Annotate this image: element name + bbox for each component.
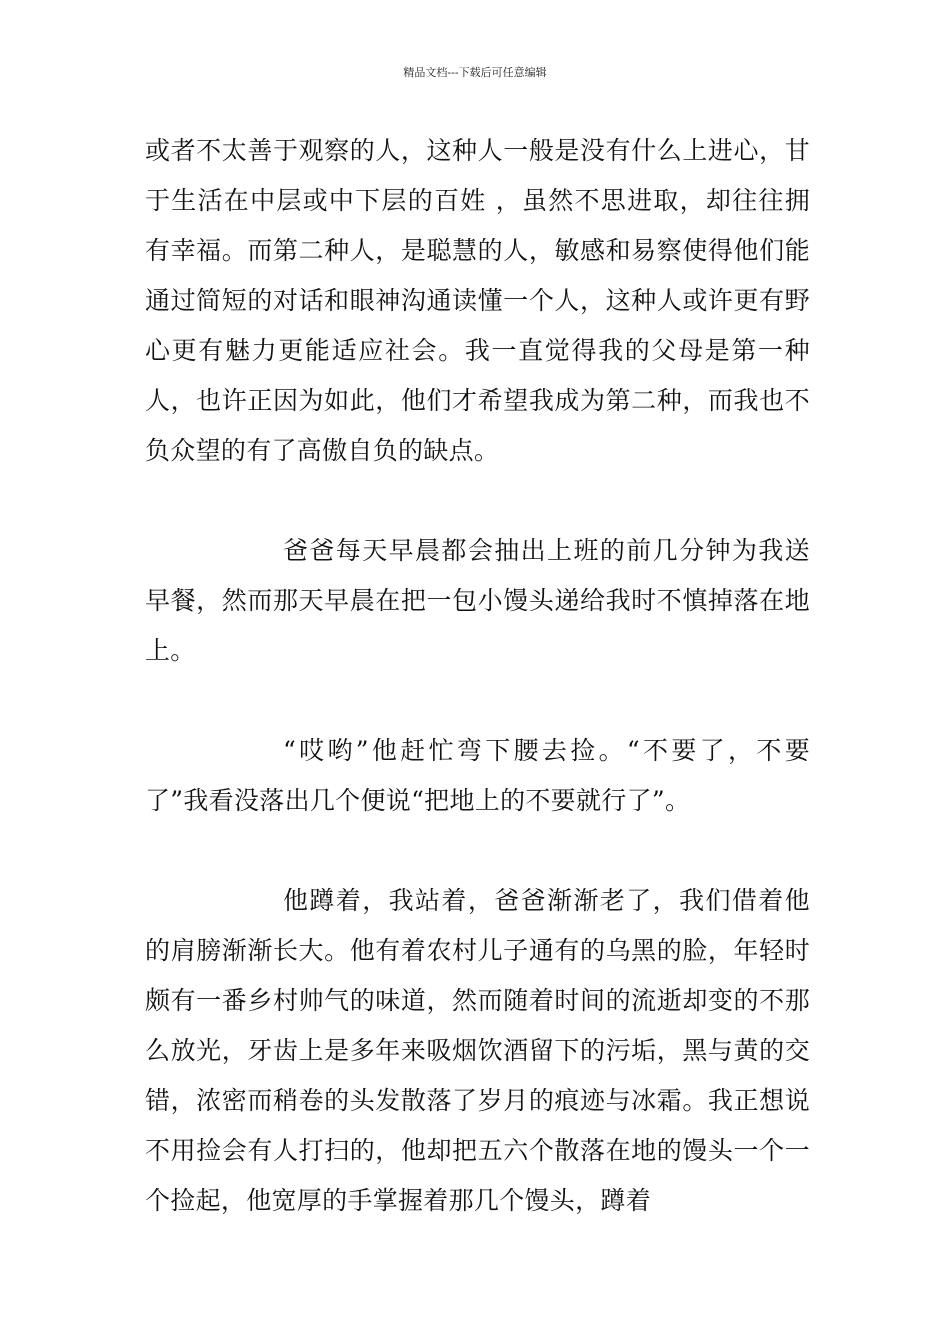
paragraph-4: 他蹲着，我站着，爸爸渐渐老了，我们借着他的肩膀渐渐长大。他有着农村儿子通有的乌黑的脸，年轻时颇有一番乡村帅气的味道，然而随着时间的流逝却变的不那么放光，牙齿上是多年来吸烟饮酒留下的污垢，黑与黄的交错，浓密而稍卷的头发散落了岁月的痕迹与冰霜。我正想说不用捡会有人打扫的，他却把五六个散落在地的馒头一个一个捡起，他宽厚的手掌握着那几个馒头，蹲着 — [145, 886, 810, 1215]
page-header: 精品文档---下载后可任意编辑 — [403, 66, 547, 79]
paragraph-2: 爸爸每天早晨都会抽出上班的前几分钟为我送早餐，然而那天早晨在把一包小馒头递给我时不慎掉落在地上。 — [145, 536, 810, 665]
paragraph-1: 或者不太善于观察的人，这种人一般是没有什么上进心，甘于生活在中层或中下层的百姓 ，虽然不思进取，却往往拥有幸福。而第二种人，是聪慧的人，敏感和易察使得他们能通过简短的对话和眼神沟通读懂一个人，这种人或许更有野心更有魅力更能适应社会。我一直觉得我的父母是第一种人，也许正因为如此，他们才希望我成为第二种，而我也不负众望的有了高傲自负的缺点。 — [145, 136, 810, 465]
paragraph-3: “哎哟”他赶忙弯下腰去捡。“不要了，不要了”我看没落出几个便说“把地上的不要就行了”。 — [145, 736, 810, 815]
document-body — [145, 126, 810, 1226]
